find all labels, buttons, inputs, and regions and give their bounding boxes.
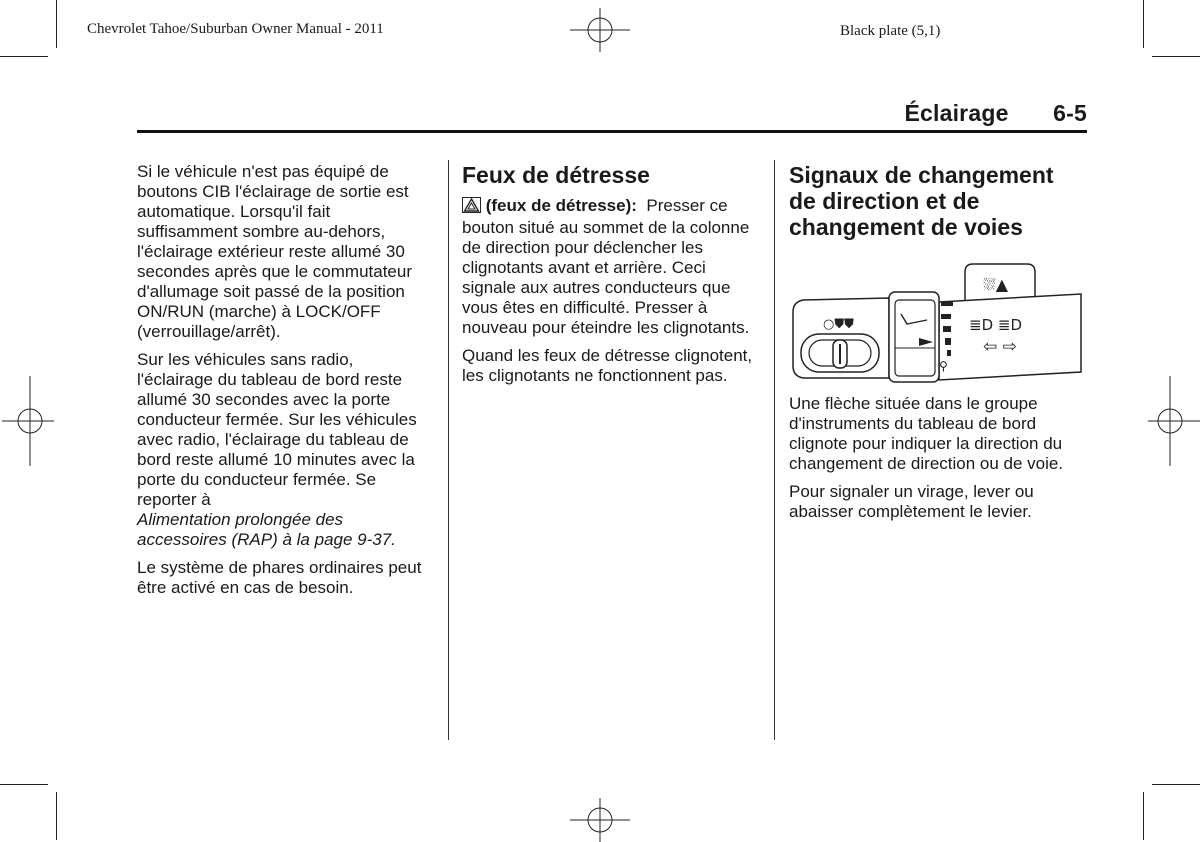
- crop-mark: [56, 0, 57, 48]
- page-number: 6-5: [1053, 100, 1087, 126]
- section-name: Éclairage: [904, 100, 1009, 126]
- paragraph: [462, 196, 757, 338]
- crop-mark: [0, 784, 48, 785]
- button-label: (feux de détresse):: [485, 196, 637, 215]
- svg-text:○⛊⛊: ○⛊⛊: [823, 317, 854, 332]
- crop-mark: [1143, 0, 1144, 48]
- crop-mark: [1152, 56, 1200, 57]
- running-header-right: Black plate (5,1): [840, 23, 941, 39]
- svg-text:⛆▲: ⛆▲: [983, 275, 1009, 294]
- paragraph-text: Presser ce bouton situé au sommet de la colonne de direction pour déclencher les clignotants avant et arrière. Ceci signale aux autres conducteurs que vous êtes en difficulté. Presser à nouveau pour éteindre les clignotants.: [462, 196, 750, 337]
- column-3-text: [789, 394, 1089, 530]
- hazard-triangle-icon: [462, 197, 481, 218]
- section-heading: Feux de détresse: [462, 162, 650, 188]
- column-divider: [774, 160, 775, 740]
- crop-mark: [1152, 784, 1200, 785]
- column-2: [462, 162, 757, 394]
- registration-mark-icon: [1148, 376, 1200, 466]
- paragraph: [137, 350, 429, 550]
- column-divider: [448, 160, 449, 740]
- svg-text:⚲: ⚲: [939, 359, 948, 373]
- paragraph: Le système de phares ordinaires peut être activé en cas de besoin.: [137, 558, 422, 597]
- turn-signal-stalk-illustration: [789, 262, 1085, 389]
- paragraph: Quand les feux de détresse clignotent, les clignotants ne fonctionnent pas.: [462, 346, 753, 385]
- column-3: [789, 162, 1089, 240]
- paragraph: Une flèche située dans le groupe d'instruments du tableau de bord clignote pour indiquer la direction du changement de direction ou de voie.: [789, 394, 1064, 473]
- registration-mark-icon: [570, 798, 630, 842]
- running-header-left: Chevrolet Tahoe/Suburban Owner Manual - 2011: [87, 21, 384, 37]
- crop-mark: [0, 56, 48, 57]
- svg-text:⇦ ⇨: ⇦ ⇨: [983, 337, 1017, 357]
- paragraph-text: Sur les véhicules sans radio, l'éclairage du tableau de bord reste allumé 30 secondes avec la porte conducteur fermée. Sur les véhicules avec radio, l'éclairage du tableau de bord reste allumé 10 minutes avec la porte du conducteur fermée. Se reporter à: [137, 350, 417, 509]
- section-title: [904, 100, 1087, 127]
- registration-mark-icon: [2, 376, 54, 466]
- crop-mark: [56, 792, 57, 840]
- column-1: [137, 162, 429, 606]
- svg-text:≣D ≣D: ≣D ≣D: [969, 316, 1023, 334]
- crop-mark: [1143, 792, 1144, 840]
- section-heading: Signaux de changement de direction et de changement de voies: [789, 162, 1054, 240]
- registration-mark-icon: [570, 8, 630, 52]
- title-rule: [137, 130, 1087, 133]
- cross-reference: Alimentation prolongée des accessoires (RAP) à la page 9-37.: [137, 510, 396, 549]
- paragraph: Si le véhicule n'est pas équipé de boutons CIB l'éclairage de sortie est automatique. Lorsqu'il fait suffisamment sombre au-dehors, l'éclairage extérieur reste allumé 30 secondes après que le commutateur d'allumage soit passé de la position ON/RUN (marche) à LOCK/OFF (verrouillage/arrêt).: [137, 162, 412, 341]
- paragraph: Pour signaler un virage, lever ou abaisser complètement le levier.: [789, 482, 1034, 521]
